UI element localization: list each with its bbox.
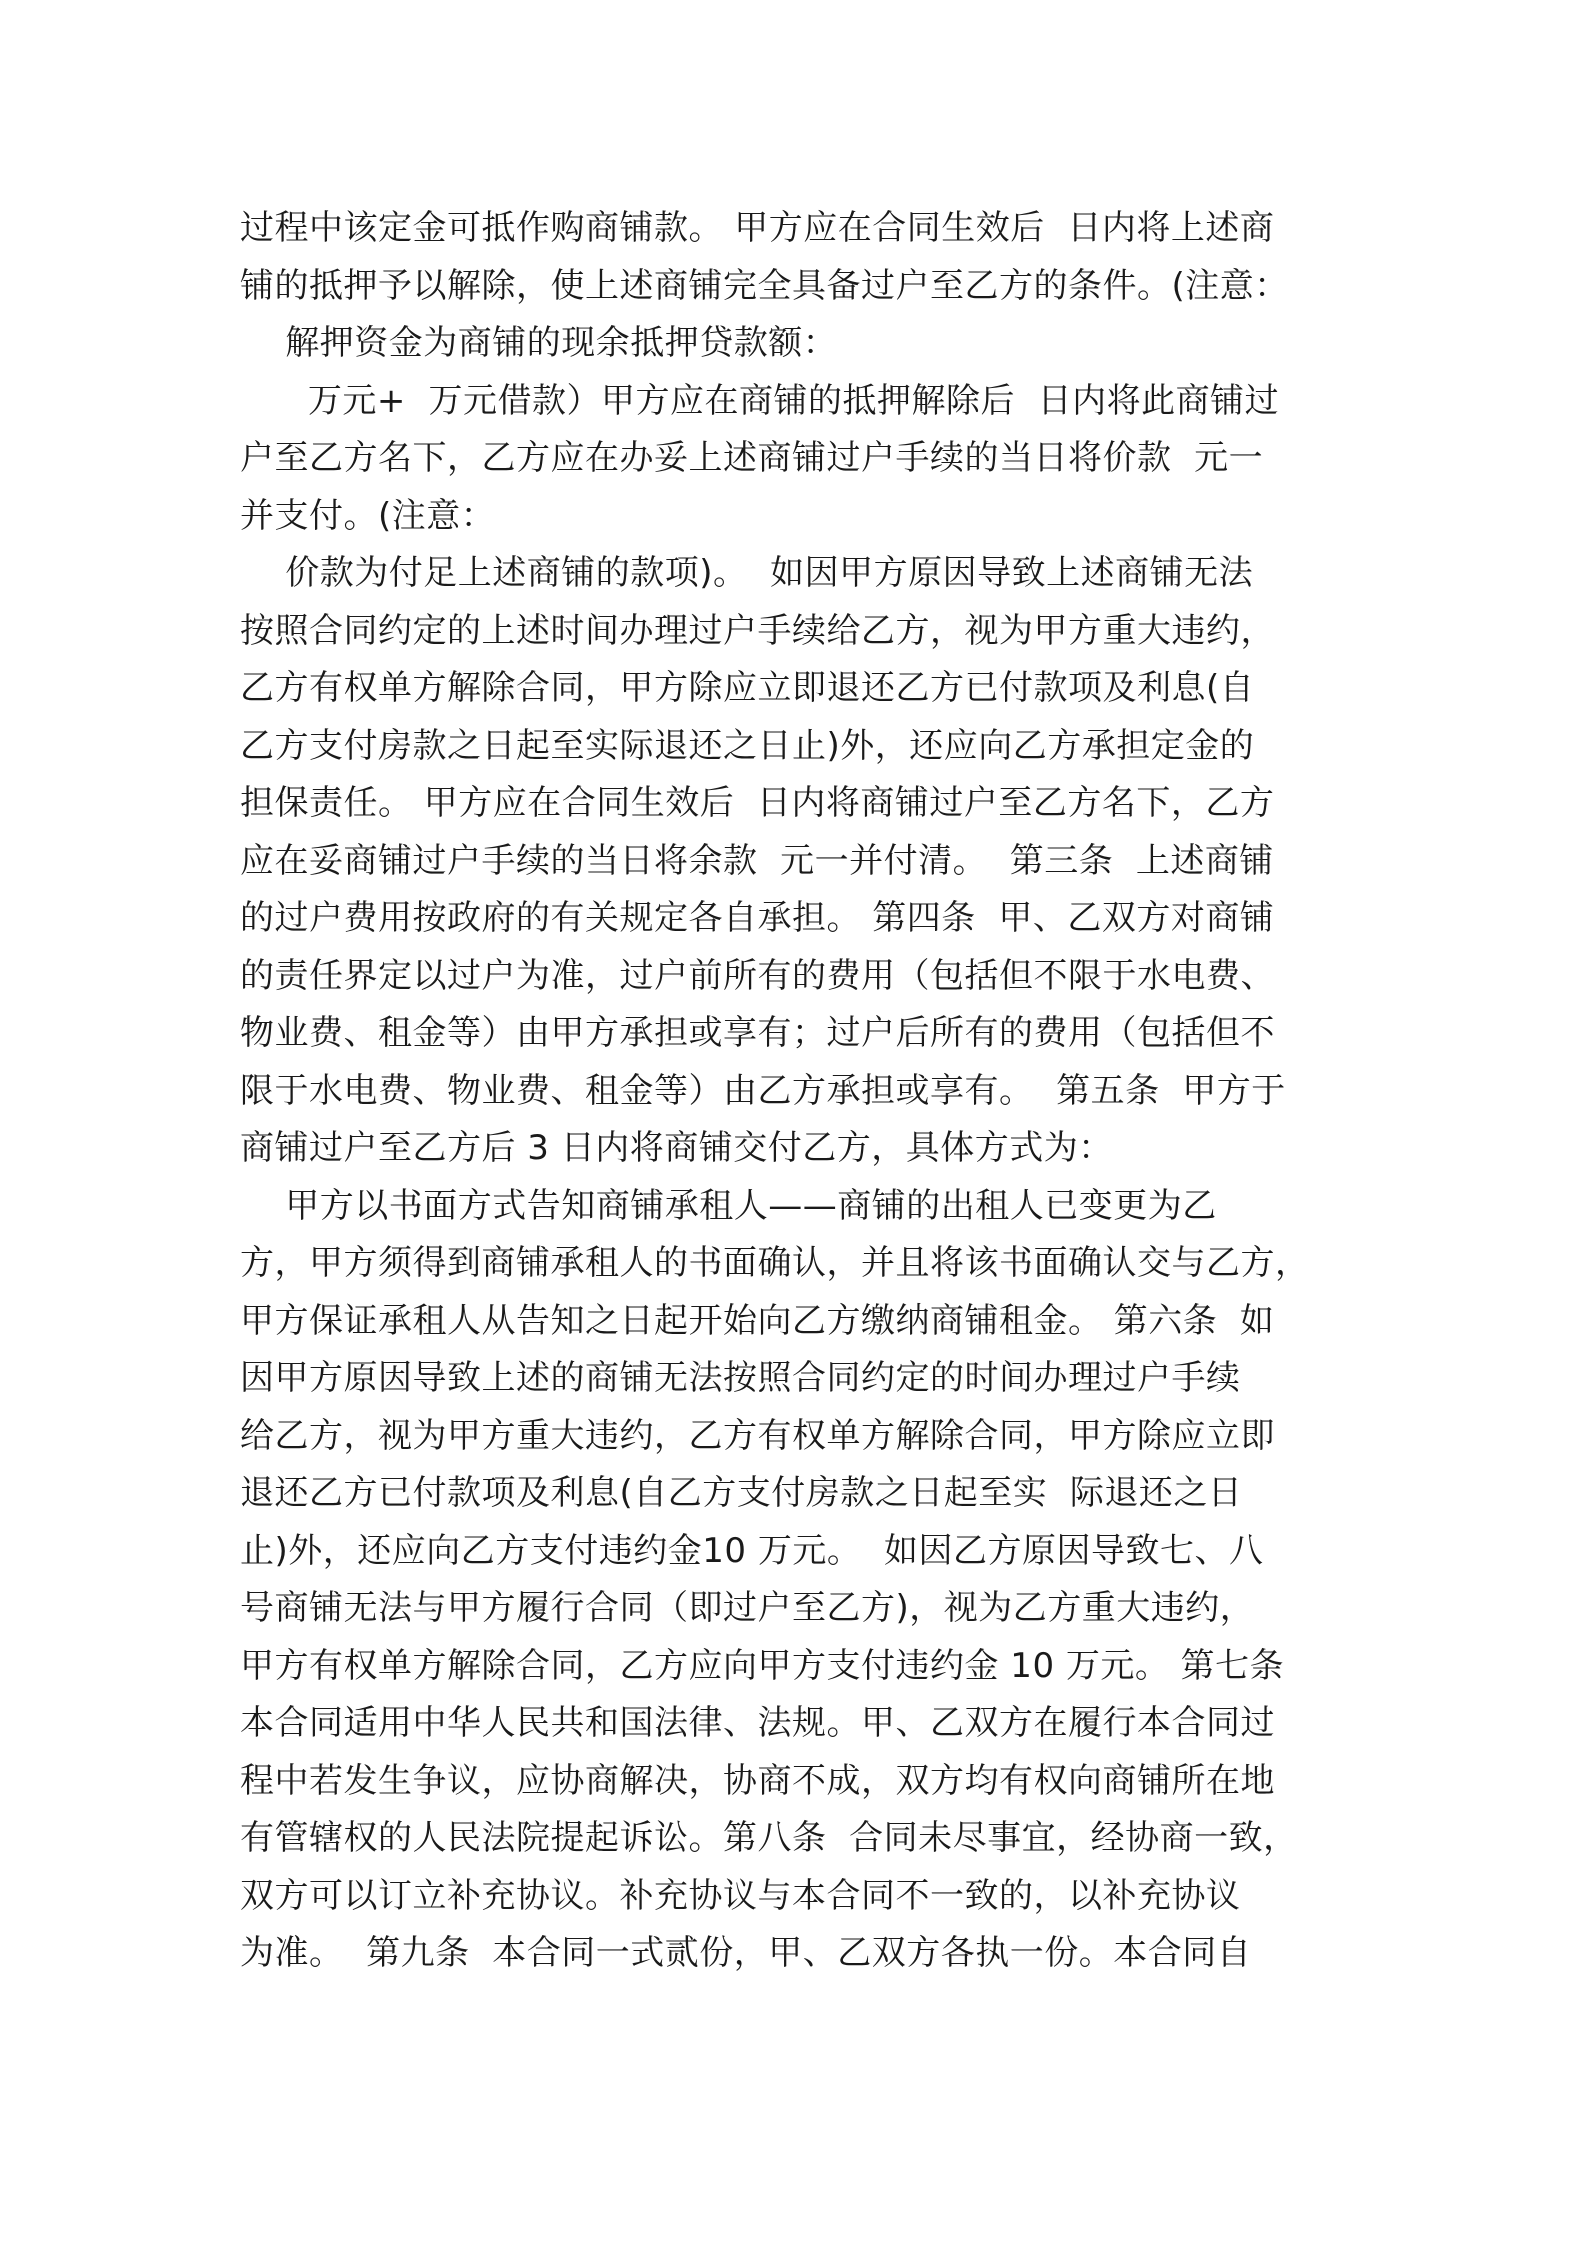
text-line: 价款为付足上述商铺的款项)。 如因甲方原因导致上述商铺无法 <box>240 553 1254 593</box>
text-line: 乙方有权单方解除合同，甲方除应立即退还乙方已付款项及利息(自 <box>240 668 1255 708</box>
text-line: 并支付。(注意： <box>240 495 496 536</box>
text-line: 因甲方原因导致上述的商铺无法按照合同约定的时间办理过户手续 <box>240 1358 1241 1398</box>
text-line: 为准。 第九条 本合同一式贰份，甲、乙双方各执一份。本合同自 <box>240 1933 1252 1973</box>
text-line: 退还乙方已付款项及利息(自乙方支付房款之日起至实 际退还之日 <box>240 1473 1243 1513</box>
text-line: 号商铺无法与甲方履行合同（即过户至乙方)，视为乙方重大违约， <box>240 1588 1255 1628</box>
text-line: 万元+ 万元借款）甲方应在商铺的抵押解除后 日内将此商铺过 <box>240 380 1280 421</box>
text-line: 方，甲方须得到商铺承租人的书面确认，并且将该书面确认交与乙方， <box>240 1243 1310 1283</box>
text-line: 按照合同约定的上述时间办理过户手续给乙方，视为甲方重大违约， <box>240 610 1275 651</box>
text-line: 解押资金为商铺的现余抵押贷款额： <box>240 323 838 363</box>
text-line: 止)外，还应向乙方支付违约金10 万元。 如因乙方原因导致七、八 <box>240 1530 1264 1571</box>
text-line: 的过户费用按政府的有关规定各自承担。 第四条 甲、乙双方对商铺 <box>240 898 1275 938</box>
contract-body-text <box>240 200 1360 1983</box>
text-line: 乙方支付房款之日起至实际退还之日止)外，还应向乙方承担定金的 <box>240 725 1255 766</box>
text-line: 铺的抵押予以解除，使上述商铺完全具备过户至乙方的条件。(注意： <box>240 265 1289 306</box>
text-line: 甲方以书面方式告知商铺承租人——商铺的出租人已变更为乙 <box>240 1185 1217 1226</box>
text-line: 有管辖权的人民法院提起诉讼。第八条 合同未尽事宜，经协商一致， <box>240 1818 1298 1858</box>
text-line: 应在妥商铺过户手续的当日将余款 元一并付清。 第三条 上述商铺 <box>240 840 1274 881</box>
text-line: 双方可以订立补充协议。补充协议与本合同不一致的，以补充协议 <box>240 1875 1241 1916</box>
text-line: 商铺过户至乙方后 3 日内将商铺交付乙方，具体方式为： <box>240 1128 1113 1168</box>
text-line: 本合同适用中华人民共和国法律、法规。甲、乙双方在履行本合同过 <box>240 1703 1275 1743</box>
text-line: 物业费、租金等）由甲方承担或享有；过户后所有的费用（包括但不 <box>240 1013 1275 1053</box>
text-line: 户至乙方名下，乙方应在办妥上述商铺过户手续的当日将价款 元一 <box>240 438 1264 478</box>
text-line: 过程中该定金可抵作购商铺款。 甲方应在合同生效后 日内将上述商 <box>240 208 1275 248</box>
text-line: 给乙方，视为甲方重大违约，乙方有权单方解除合同，甲方除应立即 <box>240 1415 1275 1456</box>
text-line: 甲方有权单方解除合同，乙方应向甲方支付违约金 10 万元。 第七条 <box>240 1645 1285 1686</box>
text-line: 担保责任。 甲方应在合同生效后 日内将商铺过户至乙方名下，乙方 <box>240 783 1275 823</box>
text-line: 的责任界定以过户为准，过户前所有的费用（包括但不限于水电费、 <box>240 955 1275 996</box>
text-line: 甲方保证承租人从告知之日起开始向乙方缴纳商铺租金。 第六条 如 <box>240 1300 1275 1341</box>
text-line: 限于水电费、物业费、租金等）由乙方承担或享有。 第五条 甲方于 <box>240 1070 1286 1111</box>
text-line: 程中若发生争议，应协商解决，协商不成，双方均有权向商铺所在地 <box>240 1760 1275 1801</box>
